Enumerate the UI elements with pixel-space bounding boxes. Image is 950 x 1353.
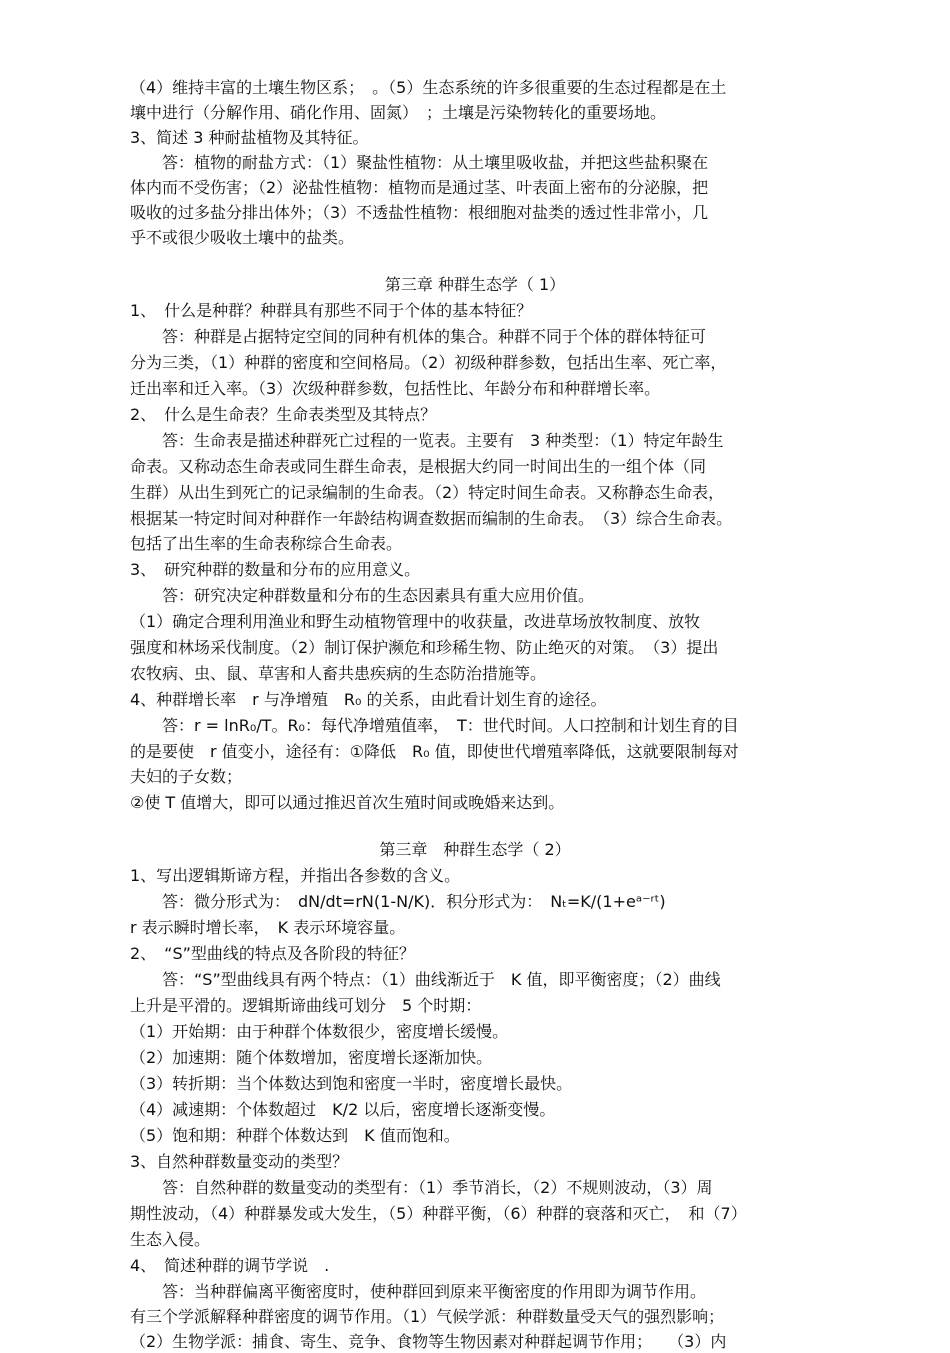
text-line: 答：“S”型曲线具有两个特点：（1）曲线渐近于 K 值，即平衡密度；（2）曲线 <box>130 970 721 989</box>
text-line: 包括了出生率的生命表称综合生命表。 <box>130 534 403 553</box>
text-line: （4）维持丰富的土壤生物区系； 。（5）生态系统的许多很重要的生态过程都是在土 <box>130 78 727 97</box>
text-line: 上升是平滑的。逻辑斯谛曲线可划分 5 个时期： <box>130 996 482 1015</box>
text-line: 答：植物的耐盐方式：（1）聚盐性植物：从土壤里吸收盐，并把这些盐积聚在 <box>130 153 709 172</box>
question-heading: 2、 “S”型曲线的特点及各阶段的特征？ <box>130 944 415 963</box>
list-item: （5）饱和期：种群个体数达到 K 值而饱和。 <box>130 1126 460 1145</box>
text-line: （2）生物学派：捕食、寄生、竞争、食物等生物因素对种群起调节作用； （3）内 <box>130 1332 727 1351</box>
text-line: 命表。又称动态生命表或同生群生命表，是根据大约同一时间出生的一组个体（同 <box>130 457 707 476</box>
question-heading: 4、 简述种群的调节学说 . <box>130 1256 330 1275</box>
chapter-title: 第三章 种群生态学（ 1） <box>384 275 566 294</box>
list-item: （3）转折期：当个体数达到饱和密度一半时，密度增长最快。 <box>130 1074 573 1093</box>
text-line: 夫妇的子女数； <box>130 767 243 786</box>
list-item: （1）开始期：由于种群个体数很少，密度增长缓慢。 <box>130 1022 509 1041</box>
text-line: 乎不或很少吸收土壤中的盐类。 <box>130 228 355 247</box>
text-line: 答：r = lnR₀/T。R₀：每代净增殖值率， T：世代时间。人口控制和计划生育的目 <box>130 716 739 735</box>
text-line: 答：生命表是描述种群死亡过程的一览表。主要有 3 种类型：（1）特定年龄生 <box>130 431 724 450</box>
question-heading: 3、 研究种群的数量和分布的应用意义。 <box>130 560 421 579</box>
text-line: 答：当种群偏离平衡密度时，使种群回到原来平衡密度的作用即为调节作用。 <box>130 1282 707 1301</box>
text-line: ②使 T 值增大，即可以通过推迟首次生殖时间或晚婚来达到。 <box>130 793 565 812</box>
text-line: 答：种群是占据特定空间的同种有机体的集合。种群不同于个体的群体特征可 <box>130 327 707 346</box>
text-line: 根据某一特定时间对种群作一年龄结构调查数据而编制的生命表。 （3）综合生命表。 <box>130 509 733 528</box>
text-line: 有三个学派解释种群密度的调节作用。（1）气候学派：种群数量受天气的强烈影响； <box>130 1307 725 1326</box>
formula-line: 答：微分形式为： dN/dt=rN(1-N/K)．积分形式为： Nₜ=K/(1+eᵃ⁻ʳᵗ) <box>130 892 666 911</box>
text-line: 吸收的过多盐分排出体外；（3）不透盐性植物：根细胞对盐类的透过性非常小，几 <box>130 203 709 222</box>
text-line: （1）确定合理利用渔业和野生动植物管理中的收获量，改进草场放牧制度、放牧 <box>130 612 701 631</box>
text-line: 生群）从出生到死亡的记录编制的生命表。（2）特定时间生命表。又称静态生命表， <box>130 483 725 502</box>
chapter-title: 第三章 种群生态学（ 2） <box>379 840 571 859</box>
question-heading: 3、简述 3 种耐盐植物及其特征。 <box>130 128 369 147</box>
text-line: 期性波动，（4）种群暴发或大发生，（5）种群平衡，（6）种群的衰落和灭亡， 和（7） <box>130 1204 747 1223</box>
question-heading: 1、 什么是种群？种群具有那些不同于个体的基本特征？ <box>130 301 533 320</box>
text-line: 生态入侵。 <box>130 1230 211 1249</box>
text-line: 壤中进行（分解作用、硝化作用、固氮） ；土壤是污染物转化的重要场地。 <box>130 103 667 122</box>
text-line: 答：研究决定种群数量和分布的生态因素具有重大应用价值。 <box>130 586 595 605</box>
question-heading: 3、自然种群数量变动的类型？ <box>130 1152 349 1171</box>
text-line: 强度和林场采伐制度。（2）制订保护濒危和珍稀生物、防止绝灭的对策。 （3）提出 <box>130 638 719 657</box>
text-line: 分为三类，（1）种群的密度和空间格局。（2）初级种群参数，包括出生率、死亡率， <box>130 353 727 372</box>
text-line: 迁出率和迁入率。（3）次级种群参数，包括性比、年龄分布和种群增长率。 <box>130 379 661 398</box>
text-line: 体内而不受伤害；（2）泌盐性植物：植物而是通过茎、叶表面上密布的分泌腺，把 <box>130 178 709 197</box>
question-heading: 4、种群增长率 r 与净增殖 R₀ 的关系，由此看计划生育的途径。 <box>130 690 607 709</box>
text-line: 答：自然种群的数量变动的类型有：（1）季节消长，（2）不规则波动，（3）周 <box>130 1178 713 1197</box>
question-heading: 1、写出逻辑斯谛方程，并指出各参数的含义。 <box>130 866 461 885</box>
text-line: 的是要使 r 值变小，途径有：①降低 R₀ 值，即使世代增殖率降低，这就要限制每对 <box>130 742 739 761</box>
list-item: （4）减速期：个体数超过 K/2 以后，密度增长逐渐变慢。 <box>130 1100 556 1119</box>
question-heading: 2、 什么是生命表？生命表类型及其特点？ <box>130 405 437 424</box>
text-line: 农牧病、虫、鼠、草害和人畜共患疾病的生态防治措施等。 <box>130 664 547 683</box>
text-line: r 表示瞬时增长率， K 表示环境容量。 <box>130 918 406 937</box>
list-item: （2）加速期：随个体数增加，密度增长逐渐加快。 <box>130 1048 493 1067</box>
